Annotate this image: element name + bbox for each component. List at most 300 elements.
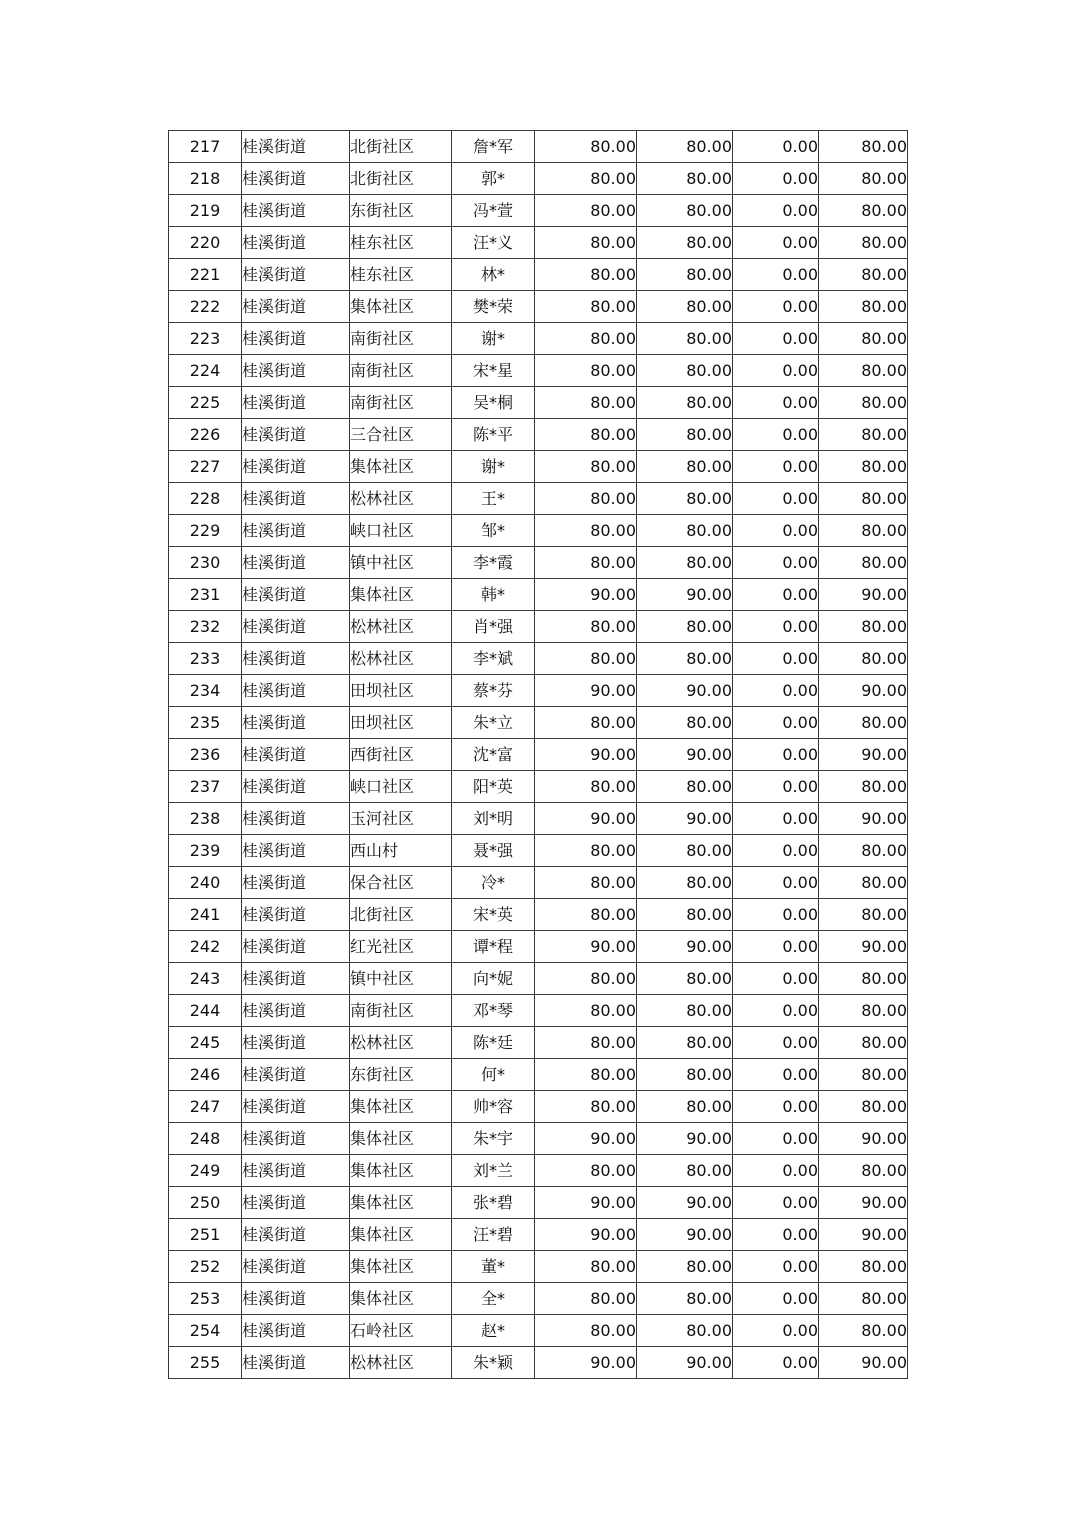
amount-3-cell: 0.00 [733,803,819,835]
row-number: 246 [169,1059,242,1091]
amount-1-cell: 80.00 [535,1315,637,1347]
amount-1-cell: 80.00 [535,995,637,1027]
street-cell: 桂溪街道 [242,643,350,675]
street-cell: 桂溪街道 [242,803,350,835]
amount-2-cell: 80.00 [637,259,733,291]
amount-1-cell: 80.00 [535,451,637,483]
name-cell: 朱*宇 [452,1123,535,1155]
amount-3-cell: 0.00 [733,899,819,931]
amount-4-cell: 80.00 [819,451,908,483]
row-number: 244 [169,995,242,1027]
amount-3-cell: 0.00 [733,995,819,1027]
row-number: 229 [169,515,242,547]
community-cell: 集体社区 [350,579,452,611]
row-number: 238 [169,803,242,835]
amount-2-cell: 80.00 [637,163,733,195]
amount-1-cell: 80.00 [535,419,637,451]
amount-4-cell: 80.00 [819,1059,908,1091]
amount-3-cell: 0.00 [733,291,819,323]
community-cell: 玉河社区 [350,803,452,835]
amount-4-cell: 80.00 [819,995,908,1027]
community-cell: 集体社区 [350,451,452,483]
amount-2-cell: 80.00 [637,451,733,483]
name-cell: 冷* [452,867,535,899]
table-row [169,867,908,899]
row-number: 243 [169,963,242,995]
community-cell: 松林社区 [350,1347,452,1379]
community-cell: 南街社区 [350,355,452,387]
community-cell: 桂东社区 [350,227,452,259]
amount-4-cell: 80.00 [819,419,908,451]
amount-2-cell: 80.00 [637,771,733,803]
data-table [168,130,908,1379]
amount-1-cell: 90.00 [535,931,637,963]
amount-4-cell: 80.00 [819,227,908,259]
amount-3-cell: 0.00 [733,1315,819,1347]
amount-4-cell: 80.00 [819,1091,908,1123]
amount-4-cell: 80.00 [819,515,908,547]
name-cell: 何* [452,1059,535,1091]
row-number: 236 [169,739,242,771]
community-cell: 北街社区 [350,163,452,195]
name-cell: 宋*英 [452,899,535,931]
street-cell: 桂溪街道 [242,195,350,227]
amount-1-cell: 80.00 [535,323,637,355]
amount-1-cell: 90.00 [535,675,637,707]
amount-2-cell: 80.00 [637,643,733,675]
amount-2-cell: 80.00 [637,195,733,227]
amount-1-cell: 80.00 [535,867,637,899]
amount-4-cell: 90.00 [819,579,908,611]
amount-4-cell: 80.00 [819,259,908,291]
name-cell: 刘*兰 [452,1155,535,1187]
street-cell: 桂溪街道 [242,1155,350,1187]
community-cell: 桂东社区 [350,259,452,291]
street-cell: 桂溪街道 [242,1187,350,1219]
table-row [169,419,908,451]
amount-3-cell: 0.00 [733,1347,819,1379]
amount-1-cell: 80.00 [535,387,637,419]
table-row [169,387,908,419]
amount-1-cell: 90.00 [535,803,637,835]
amount-3-cell: 0.00 [733,227,819,259]
amount-2-cell: 90.00 [637,1187,733,1219]
table-row [169,643,908,675]
table-row [169,739,908,771]
amount-3-cell: 0.00 [733,1283,819,1315]
street-cell: 桂溪街道 [242,771,350,803]
table-row [169,1091,908,1123]
amount-4-cell: 80.00 [819,1315,908,1347]
row-number: 237 [169,771,242,803]
name-cell: 全* [452,1283,535,1315]
street-cell: 桂溪街道 [242,1219,350,1251]
name-cell: 邓*琴 [452,995,535,1027]
row-number: 254 [169,1315,242,1347]
community-cell: 集体社区 [350,1251,452,1283]
community-cell: 北街社区 [350,899,452,931]
street-cell: 桂溪街道 [242,355,350,387]
row-number: 245 [169,1027,242,1059]
community-cell: 镇中社区 [350,963,452,995]
name-cell: 赵* [452,1315,535,1347]
community-cell: 石岭社区 [350,1315,452,1347]
amount-4-cell: 80.00 [819,707,908,739]
amount-3-cell: 0.00 [733,1155,819,1187]
name-cell: 蔡*芬 [452,675,535,707]
name-cell: 樊*荣 [452,291,535,323]
amount-3-cell: 0.00 [733,835,819,867]
amount-2-cell: 80.00 [637,291,733,323]
amount-4-cell: 80.00 [819,643,908,675]
amount-1-cell: 80.00 [535,259,637,291]
table-row [169,163,908,195]
amount-4-cell: 80.00 [819,355,908,387]
row-number: 250 [169,1187,242,1219]
name-cell: 朱*立 [452,707,535,739]
name-cell: 韩* [452,579,535,611]
street-cell: 桂溪街道 [242,515,350,547]
street-cell: 桂溪街道 [242,899,350,931]
street-cell: 桂溪街道 [242,451,350,483]
amount-2-cell: 80.00 [637,323,733,355]
table-row [169,835,908,867]
amount-1-cell: 80.00 [535,1059,637,1091]
street-cell: 桂溪街道 [242,867,350,899]
table-row [169,227,908,259]
amount-2-cell: 90.00 [637,1219,733,1251]
table-row [169,579,908,611]
amount-2-cell: 80.00 [637,963,733,995]
name-cell: 王* [452,483,535,515]
amount-4-cell: 80.00 [819,131,908,163]
name-cell: 吴*桐 [452,387,535,419]
street-cell: 桂溪街道 [242,707,350,739]
amount-3-cell: 0.00 [733,675,819,707]
street-cell: 桂溪街道 [242,931,350,963]
table-row [169,803,908,835]
amount-3-cell: 0.00 [733,611,819,643]
amount-2-cell: 90.00 [637,739,733,771]
amount-3-cell: 0.00 [733,451,819,483]
community-cell: 南街社区 [350,323,452,355]
row-number: 249 [169,1155,242,1187]
amount-1-cell: 80.00 [535,227,637,259]
amount-3-cell: 0.00 [733,1219,819,1251]
amount-3-cell: 0.00 [733,131,819,163]
row-number: 225 [169,387,242,419]
row-number: 234 [169,675,242,707]
row-number: 247 [169,1091,242,1123]
amount-2-cell: 80.00 [637,227,733,259]
amount-4-cell: 80.00 [819,1251,908,1283]
amount-4-cell: 80.00 [819,867,908,899]
name-cell: 董* [452,1251,535,1283]
amount-1-cell: 80.00 [535,771,637,803]
amount-3-cell: 0.00 [733,1091,819,1123]
amount-3-cell: 0.00 [733,1027,819,1059]
row-number: 232 [169,611,242,643]
street-cell: 桂溪街道 [242,1091,350,1123]
row-number: 248 [169,1123,242,1155]
row-number: 252 [169,1251,242,1283]
amount-4-cell: 90.00 [819,675,908,707]
amount-4-cell: 90.00 [819,1347,908,1379]
row-number: 239 [169,835,242,867]
amount-1-cell: 80.00 [535,515,637,547]
community-cell: 田坝社区 [350,675,452,707]
community-cell: 田坝社区 [350,707,452,739]
amount-4-cell: 90.00 [819,739,908,771]
name-cell: 帅*容 [452,1091,535,1123]
amount-2-cell: 80.00 [637,867,733,899]
community-cell: 峡口社区 [350,515,452,547]
name-cell: 肖*强 [452,611,535,643]
street-cell: 桂溪街道 [242,131,350,163]
name-cell: 冯*萱 [452,195,535,227]
row-number: 253 [169,1283,242,1315]
amount-3-cell: 0.00 [733,1059,819,1091]
row-number: 242 [169,931,242,963]
amount-2-cell: 80.00 [637,707,733,739]
amount-3-cell: 0.00 [733,547,819,579]
table-row [169,323,908,355]
amount-2-cell: 80.00 [637,355,733,387]
row-number: 240 [169,867,242,899]
street-cell: 桂溪街道 [242,387,350,419]
amount-1-cell: 90.00 [535,1219,637,1251]
row-number: 223 [169,323,242,355]
community-cell: 西山村 [350,835,452,867]
amount-4-cell: 80.00 [819,1283,908,1315]
name-cell: 刘*明 [452,803,535,835]
amount-2-cell: 80.00 [637,835,733,867]
amount-4-cell: 90.00 [819,803,908,835]
name-cell: 阳*英 [452,771,535,803]
amount-1-cell: 80.00 [535,163,637,195]
amount-3-cell: 0.00 [733,707,819,739]
community-cell: 镇中社区 [350,547,452,579]
table-row [169,1347,908,1379]
amount-2-cell: 90.00 [637,579,733,611]
community-cell: 集体社区 [350,1219,452,1251]
amount-1-cell: 80.00 [535,835,637,867]
community-cell: 北街社区 [350,131,452,163]
table-row [169,707,908,739]
community-cell: 松林社区 [350,611,452,643]
table-body [169,131,908,1379]
community-cell: 集体社区 [350,1091,452,1123]
table-row [169,547,908,579]
amount-3-cell: 0.00 [733,867,819,899]
amount-1-cell: 90.00 [535,1123,637,1155]
amount-4-cell: 80.00 [819,163,908,195]
name-cell: 李*霞 [452,547,535,579]
table-row [169,675,908,707]
community-cell: 三合社区 [350,419,452,451]
amount-1-cell: 90.00 [535,739,637,771]
table-row [169,291,908,323]
street-cell: 桂溪街道 [242,579,350,611]
amount-4-cell: 80.00 [819,483,908,515]
street-cell: 桂溪街道 [242,1315,350,1347]
amount-3-cell: 0.00 [733,163,819,195]
amount-2-cell: 80.00 [637,131,733,163]
amount-2-cell: 80.00 [637,483,733,515]
amount-1-cell: 80.00 [535,1283,637,1315]
street-cell: 桂溪街道 [242,323,350,355]
amount-1-cell: 90.00 [535,1347,637,1379]
street-cell: 桂溪街道 [242,963,350,995]
row-number: 217 [169,131,242,163]
street-cell: 桂溪街道 [242,675,350,707]
amount-2-cell: 80.00 [637,1251,733,1283]
row-number: 255 [169,1347,242,1379]
street-cell: 桂溪街道 [242,547,350,579]
amount-1-cell: 80.00 [535,1027,637,1059]
row-number: 241 [169,899,242,931]
street-cell: 桂溪街道 [242,1123,350,1155]
amount-3-cell: 0.00 [733,963,819,995]
street-cell: 桂溪街道 [242,739,350,771]
amount-1-cell: 80.00 [535,611,637,643]
amount-4-cell: 80.00 [819,611,908,643]
amount-2-cell: 80.00 [637,1027,733,1059]
amount-3-cell: 0.00 [733,355,819,387]
community-cell: 南街社区 [350,387,452,419]
amount-2-cell: 80.00 [637,387,733,419]
row-number: 220 [169,227,242,259]
table-row [169,1123,908,1155]
amount-3-cell: 0.00 [733,1251,819,1283]
table-row [169,995,908,1027]
street-cell: 桂溪街道 [242,163,350,195]
amount-2-cell: 90.00 [637,931,733,963]
row-number: 221 [169,259,242,291]
amount-1-cell: 90.00 [535,579,637,611]
street-cell: 桂溪街道 [242,1059,350,1091]
row-number: 235 [169,707,242,739]
amount-3-cell: 0.00 [733,483,819,515]
amount-3-cell: 0.00 [733,195,819,227]
street-cell: 桂溪街道 [242,1027,350,1059]
amount-4-cell: 80.00 [819,963,908,995]
table-row [169,451,908,483]
table-row [169,1283,908,1315]
amount-3-cell: 0.00 [733,387,819,419]
amount-1-cell: 80.00 [535,707,637,739]
community-cell: 东街社区 [350,1059,452,1091]
amount-2-cell: 90.00 [637,675,733,707]
amount-2-cell: 90.00 [637,1123,733,1155]
street-cell: 桂溪街道 [242,227,350,259]
amount-4-cell: 80.00 [819,291,908,323]
amount-3-cell: 0.00 [733,579,819,611]
amount-4-cell: 80.00 [819,899,908,931]
street-cell: 桂溪街道 [242,483,350,515]
amount-3-cell: 0.00 [733,419,819,451]
amount-2-cell: 80.00 [637,419,733,451]
name-cell: 陈*廷 [452,1027,535,1059]
amount-2-cell: 80.00 [637,995,733,1027]
community-cell: 松林社区 [350,1027,452,1059]
community-cell: 西街社区 [350,739,452,771]
table-row [169,899,908,931]
name-cell: 汪*碧 [452,1219,535,1251]
name-cell: 林* [452,259,535,291]
street-cell: 桂溪街道 [242,419,350,451]
name-cell: 谭*程 [452,931,535,963]
amount-1-cell: 80.00 [535,547,637,579]
name-cell: 郭* [452,163,535,195]
name-cell: 向*妮 [452,963,535,995]
community-cell: 集体社区 [350,291,452,323]
amount-3-cell: 0.00 [733,771,819,803]
name-cell: 李*斌 [452,643,535,675]
amount-1-cell: 80.00 [535,1091,637,1123]
community-cell: 东街社区 [350,195,452,227]
amount-4-cell: 80.00 [819,387,908,419]
amount-4-cell: 80.00 [819,771,908,803]
table-row [169,931,908,963]
community-cell: 松林社区 [350,483,452,515]
row-number: 233 [169,643,242,675]
amount-1-cell: 80.00 [535,899,637,931]
amount-3-cell: 0.00 [733,931,819,963]
table-row [169,515,908,547]
name-cell: 汪*义 [452,227,535,259]
row-number: 226 [169,419,242,451]
amount-1-cell: 80.00 [535,963,637,995]
amount-4-cell: 90.00 [819,1123,908,1155]
table-row [169,1251,908,1283]
name-cell: 聂*强 [452,835,535,867]
community-cell: 集体社区 [350,1283,452,1315]
amount-2-cell: 90.00 [637,1347,733,1379]
community-cell: 南街社区 [350,995,452,1027]
table-row [169,355,908,387]
row-number: 228 [169,483,242,515]
amount-4-cell: 90.00 [819,1187,908,1219]
community-cell: 红光社区 [350,931,452,963]
community-cell: 峡口社区 [350,771,452,803]
community-cell: 集体社区 [350,1123,452,1155]
amount-3-cell: 0.00 [733,1187,819,1219]
amount-2-cell: 80.00 [637,899,733,931]
street-cell: 桂溪街道 [242,1347,350,1379]
name-cell: 谢* [452,451,535,483]
amount-2-cell: 80.00 [637,547,733,579]
amount-2-cell: 80.00 [637,1059,733,1091]
amount-4-cell: 90.00 [819,931,908,963]
amount-1-cell: 80.00 [535,131,637,163]
table-row [169,1187,908,1219]
table-row [169,1155,908,1187]
table-row [169,1315,908,1347]
community-cell: 松林社区 [350,643,452,675]
name-cell: 沈*富 [452,739,535,771]
amount-2-cell: 80.00 [637,1315,733,1347]
name-cell: 张*碧 [452,1187,535,1219]
community-cell: 集体社区 [350,1155,452,1187]
name-cell: 谢* [452,323,535,355]
table-row [169,483,908,515]
amount-1-cell: 80.00 [535,1251,637,1283]
table-row [169,1027,908,1059]
table-row [169,963,908,995]
street-cell: 桂溪街道 [242,1283,350,1315]
name-cell: 朱*颖 [452,1347,535,1379]
